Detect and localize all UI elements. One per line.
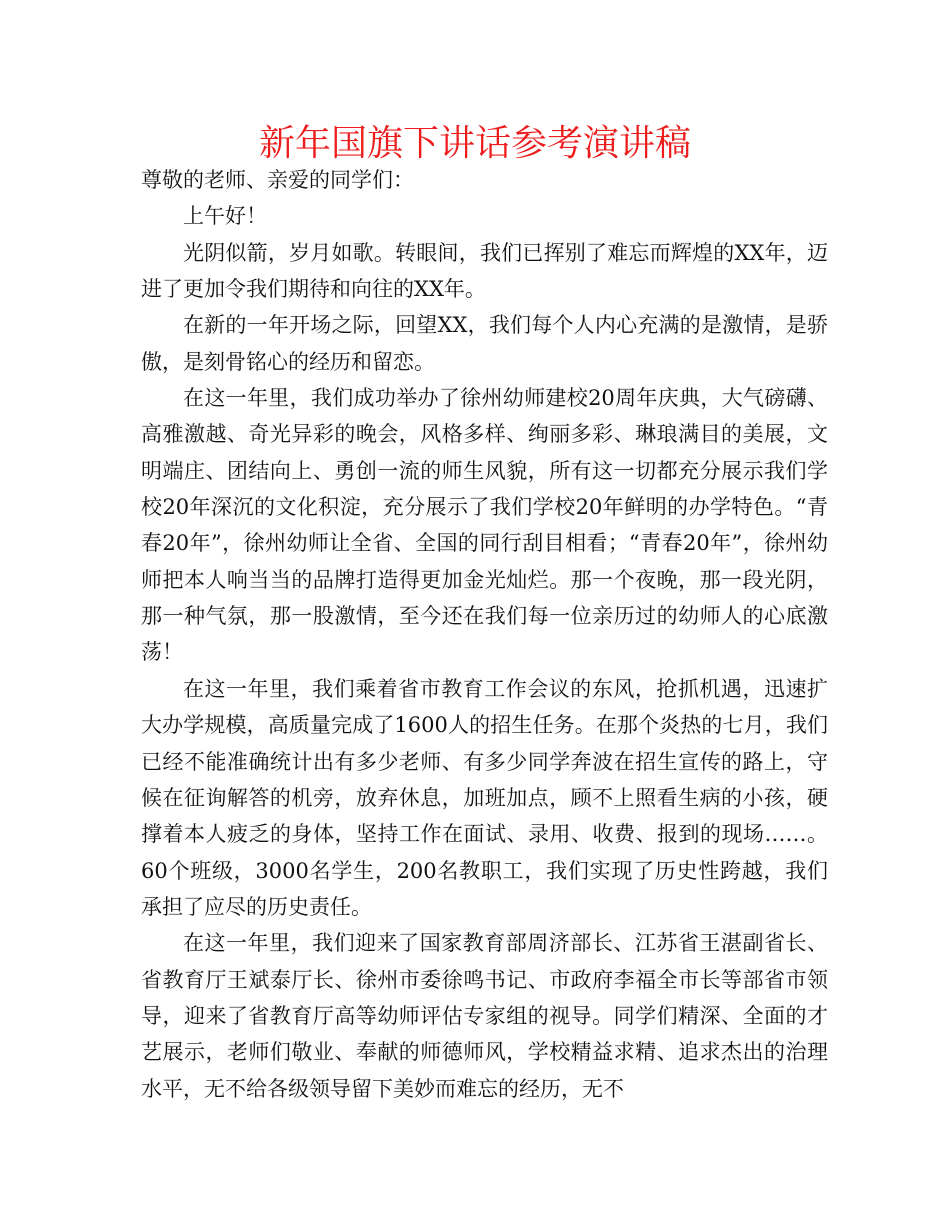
document-title: 新年国旗下讲话参考演讲稿 [258,123,691,164]
document-body [141,162,828,1107]
paragraph-opening: 光阴似箭，岁月如歌。转眼间，我们已挥别了难忘而辉煌的XX年，迈进了更加令我们期待和向往的XX年。 [141,240,828,302]
paragraph-visits: 在这一年里，我们迎来了国家教育部周济部长、江苏省王湛副省长、省教育厅王斌泰厅长、徐州市委徐鸣书记、市政府李福全市长等部省市领导，迎来了省教育厅高等幼师评估专家组的视导。同学们精深、全面的才艺展示，老师们敬业、奉献的师德师风，学校精益求精、追求杰出的治理水平，无不给各级领导留下美妙而难忘的经历，无不 [141,931,828,1101]
paragraph-reflection: 在新的一年开场之际，回望XX，我们每个人内心充满的是激情，是骄傲，是刻骨铭心的经历和留恋。 [141,313,828,374]
paragraph-anniversary: 在这一年里，我们成功举办了徐州幼师建校20周年庆典，大气磅礴、高雅激越、奇光异彩的晚会，风格多样、绚丽多彩、琳琅满目的美展，文明端庄、团结向上、勇创一流的师生风貌，所有这一切都充分展示我们学校20年深沉的文化积淀，充分展示了我们学校20年鲜明的办学特色。“青春20年”，徐州幼师让全省、全国的同行刮目相看；“青春20年”，徐州幼师把本人响当当的品牌打造得更加金光灿烂。那一个夜晚，那一段光阴，那一种气氛，那一股激情，至今还在我们每一位亲历过的幼师人的心底激荡！ [141,386,828,665]
paragraph-greeting: 上午好！ [183,204,267,229]
paragraph-enrollment: 在这一年里，我们乘着省市教育工作会议的东风，抢抓机遇，迅速扩大办学规模，高质量完成了1600人的招生任务。在那个炎热的七月，我们已经不能准确统计出有多少老师、有多少同学奔波在招生宣传的路上，守候在征询解答的机旁，放弃休息，加班加点，顾不上照看生病的小孩，硬撑着本人疲乏的身体，坚持工作在面试、录用、收费、报到的现场……。60个班级，3000名学生，200名教职工，我们实现了历史性跨越，我们承担了应尽的历史责任。 [141,676,828,919]
salutation: 尊敬的老师、亲爱的同学们： [141,168,414,192]
